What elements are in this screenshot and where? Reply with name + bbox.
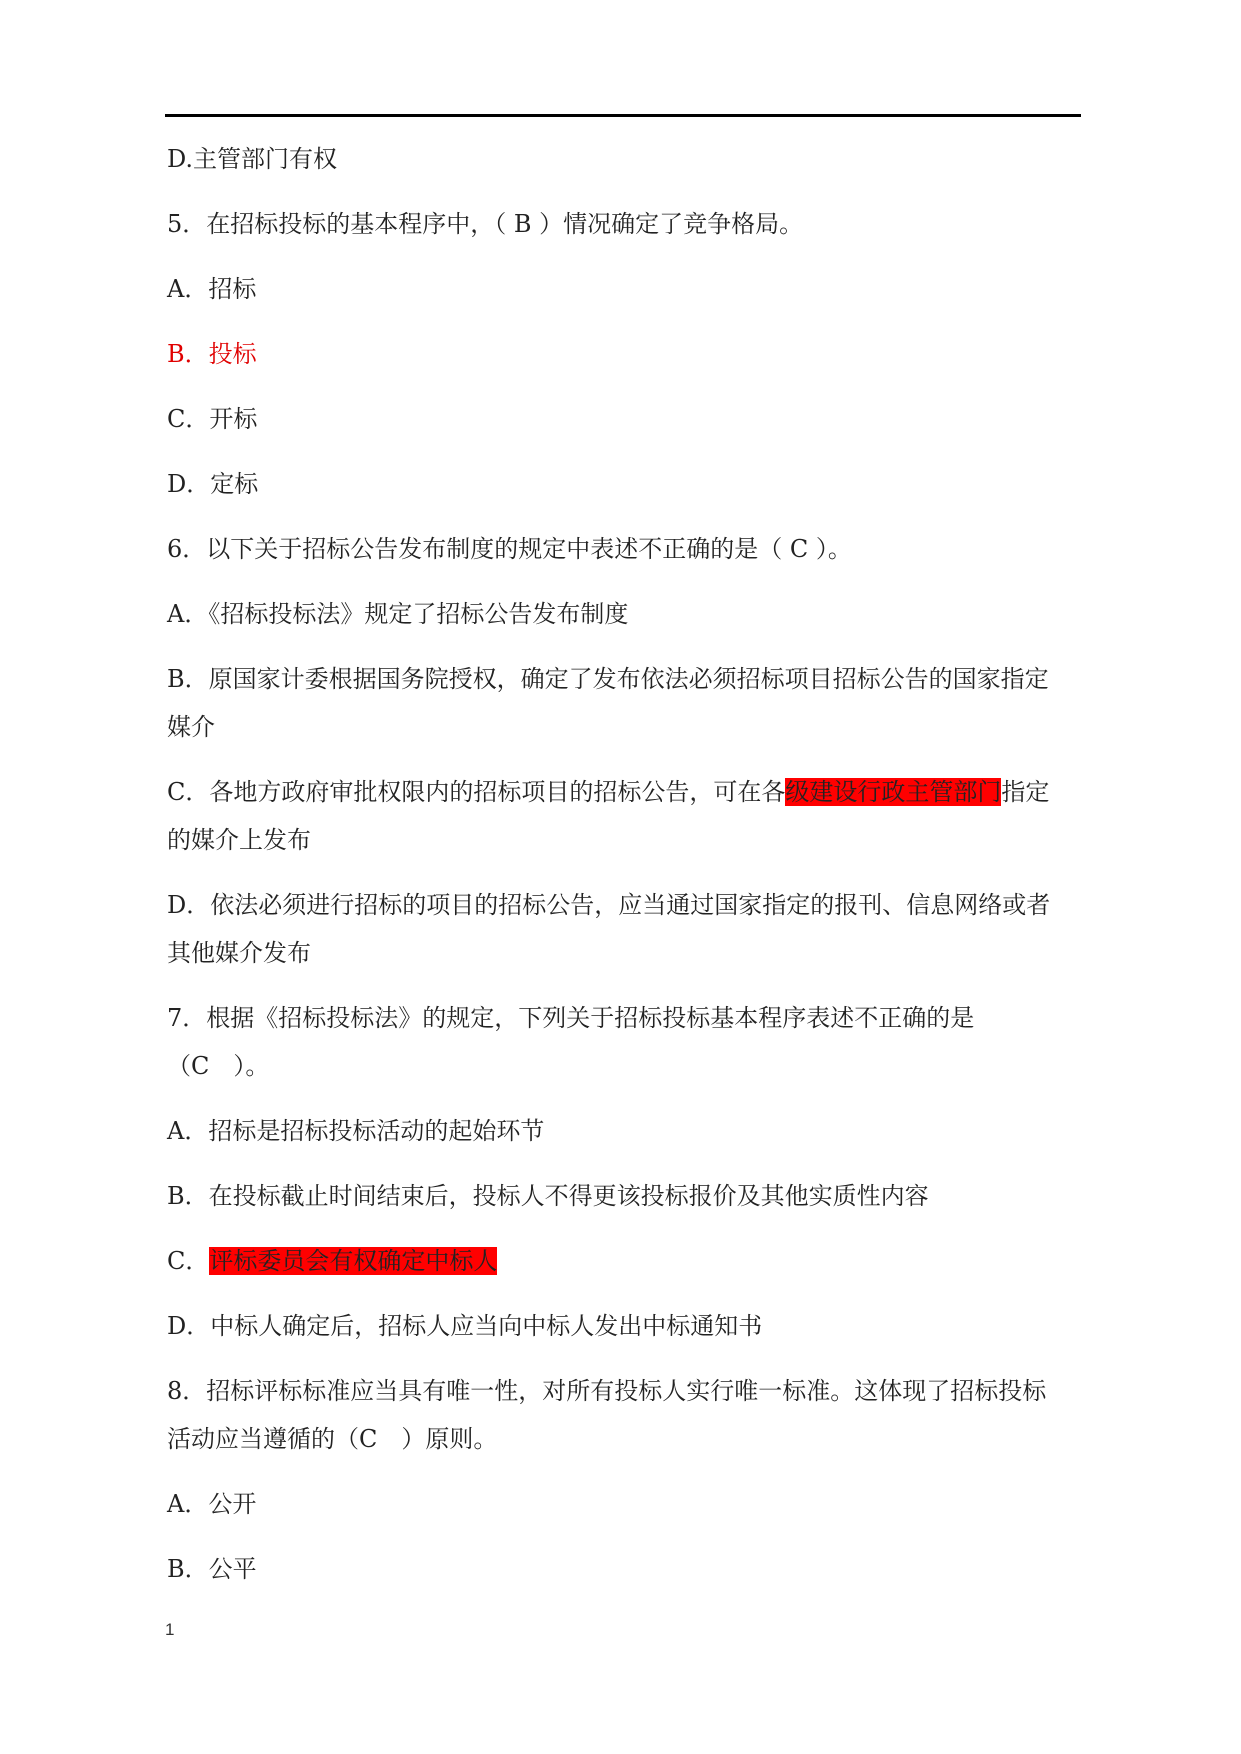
q7-option-d: D．中标人确定后，招标人应当向中标人发出中标通知书 bbox=[167, 1312, 763, 1340]
q5-option-b-answer: B．投标 bbox=[167, 340, 257, 368]
question-5: 5．在招标投标的基本程序中，（ B ）情况确定了竞争格局。 bbox=[167, 210, 804, 238]
q7-option-a: A．招标是招标投标活动的起始环节 bbox=[167, 1117, 545, 1145]
question-7: 7．根据《招标投标法》的规定，下列关于招标投标基本程序表述不正确的是 bbox=[167, 1004, 975, 1032]
page-number: 1 bbox=[165, 1620, 175, 1639]
q5-option-a: A．招标 bbox=[167, 275, 257, 303]
option-d-q4: D.主管部门有权 bbox=[167, 145, 338, 173]
question-7-cont: （C ）。 bbox=[167, 1052, 270, 1080]
q7-option-c bbox=[167, 1236, 1087, 1286]
q7-option-c-highlight: 评标委员会有权确定中标人 bbox=[209, 1247, 498, 1275]
question-8-cont: 活动应当遵循的（C ）原则。 bbox=[167, 1425, 498, 1453]
q5-option-d: D．定标 bbox=[167, 470, 259, 498]
q7-option-b: B．在投标截止时间结束后，投标人不得更该投标报价及其他实质性内容 bbox=[167, 1182, 929, 1210]
q6-option-c-cont: 的媒介上发布 bbox=[167, 826, 311, 854]
q5-option-c: C．开标 bbox=[167, 405, 258, 433]
question-8: 8．招标评标标准应当具有唯一性，对所有投标人实行唯一标准。这体现了招标投标 bbox=[167, 1377, 1047, 1405]
q6-option-a: A．《招标投标法》规定了招标公告发布制度 bbox=[167, 600, 629, 628]
q8-option-b: B．公平 bbox=[167, 1555, 257, 1583]
question-6: 6．以下关于招标公告发布制度的规定中表述不正确的是（ C ）。 bbox=[167, 535, 852, 563]
q6-option-b-line1: B．原国家计委根据国务院授权，确定了发布依法必须招标项目招标公告的国家指定 bbox=[167, 665, 1049, 693]
q6-option-b-cont: 媒介 bbox=[167, 713, 215, 741]
q7-option-c-label: C． bbox=[167, 1247, 210, 1275]
q6-option-c-tail: 指定 bbox=[1001, 778, 1050, 806]
q6-option-d-cont: 其他媒介发布 bbox=[167, 939, 311, 967]
q6-option-c-text: C．各地方政府审批权限内的招标项目的招标公告，可在各 bbox=[167, 778, 786, 806]
q8-option-a: A．公开 bbox=[167, 1490, 257, 1518]
q6-option-b bbox=[167, 654, 1087, 704]
q6-option-c-highlight: 级建设行政主管部门 bbox=[785, 778, 1002, 806]
q6-option-c bbox=[167, 767, 1087, 817]
q6-option-d: D．依法必须进行招标的项目的招标公告，应当通过国家指定的报刊、信息网络或者 bbox=[167, 891, 1051, 919]
header-rule bbox=[165, 114, 1081, 117]
